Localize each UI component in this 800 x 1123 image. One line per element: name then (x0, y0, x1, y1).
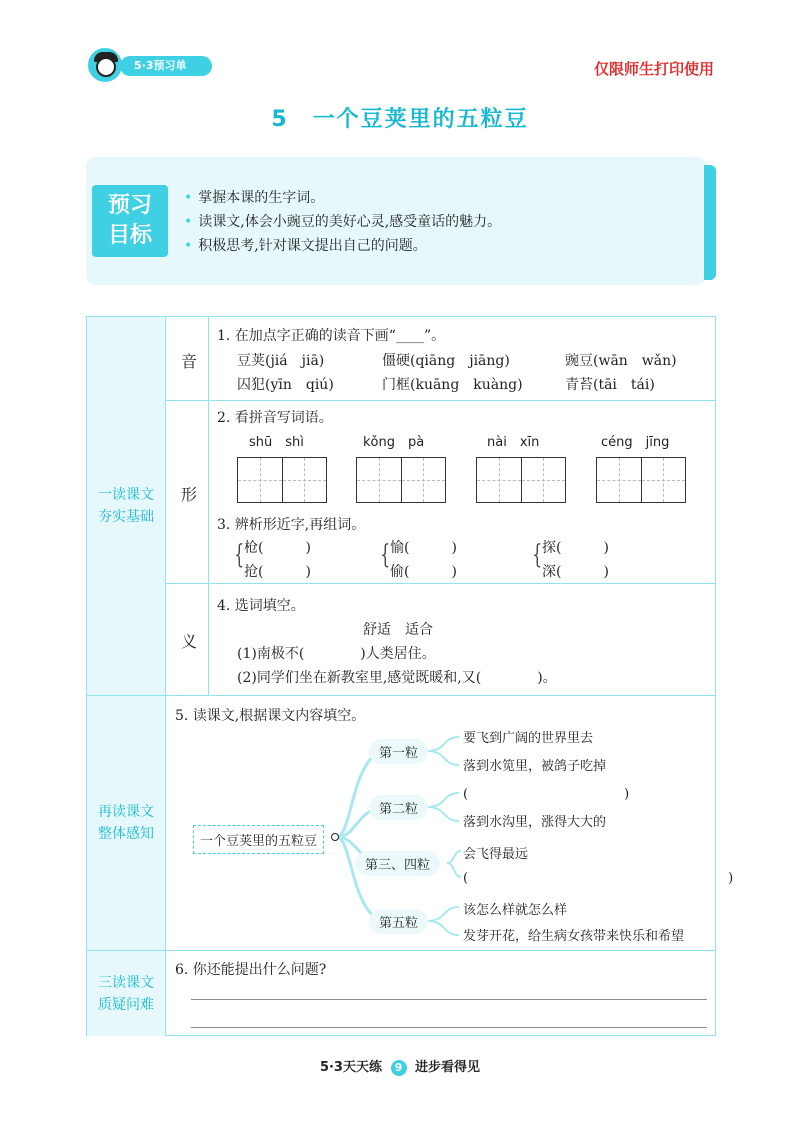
q1-item: 门框(kuāng kuàng) (382, 377, 523, 393)
q3-word: 偷( ) (390, 564, 457, 580)
brace: { (380, 540, 391, 570)
q6-prompt: 6. 你还能提出什么问题? (175, 962, 327, 978)
section-first-reading: 一读课文 夯实基础 (87, 317, 165, 695)
mindmap-leaf: 会飞得最远 (463, 847, 529, 862)
mindmap-leaf: 落到水笕里，被鸽子吃掉 (463, 759, 607, 774)
q1-item: 僵硬(qiāng jiāng) (382, 353, 510, 369)
q1-item: 豆荚(jiá jiā) (237, 353, 325, 369)
q1-item: 囚犯(yīn qiú) (237, 377, 334, 393)
q2-pinyin: kǒng pà (363, 435, 425, 450)
q1-item: 青苔(tāi tái) (565, 377, 655, 393)
brace: { (532, 540, 543, 570)
series-label: 5·3预习单 (120, 56, 212, 76)
footer-left: 5·3天天练 (319, 1060, 382, 1075)
mindmap-leaf: 要飞到广阔的世界里去 (463, 731, 594, 746)
footer (0, 1056, 800, 1076)
answer-line[interactable] (191, 999, 707, 1000)
q3-prompt: 3. 辨析形近字,再组词。 (217, 517, 366, 533)
worksheet-table (86, 316, 734, 1036)
q3-word: 探( ) (542, 540, 609, 556)
print-note: 仅限师生打印使用 (593, 60, 714, 78)
goal-item: • 积极思考,针对课文提出自己的问题。 (184, 234, 501, 258)
mindmap-node: 第五粒 (369, 909, 428, 934)
goal-item: • 掌握本课的生字词。 (184, 186, 501, 210)
brace: { (234, 540, 245, 570)
q4-sentence: (1)南极不( )人类居住。 (237, 646, 436, 662)
writing-grid[interactable] (237, 457, 327, 503)
writing-grid[interactable] (596, 457, 686, 503)
q4-options: 舒适 适合 (363, 622, 433, 638)
mascot-avatar (86, 46, 124, 84)
q5-prompt: 5. 读课文,根据课文内容填空。 (175, 708, 366, 724)
q3-word: 愉( ) (390, 540, 457, 556)
q2-pinyin: shū shì (249, 435, 304, 450)
mindmap-leaf[interactable]: ( ) (463, 787, 630, 802)
goal-box-edge (704, 165, 716, 280)
mindmap-leaf[interactable]: ( ) (463, 871, 734, 886)
writing-grid[interactable] (476, 457, 566, 503)
q2-pinyin: céng jīng (601, 435, 670, 450)
mindmap-root-dot (331, 833, 339, 841)
lesson-title: 5 一个豆荚里的五粒豆 (271, 107, 529, 132)
section-second-reading: 再读课文 整体感知 (87, 696, 165, 950)
q4-prompt: 4. 选词填空。 (217, 598, 305, 614)
writing-grid[interactable] (356, 457, 446, 503)
section-third-reading: 三读课文 质疑问难 (87, 951, 165, 1036)
category-shape: 形 (180, 485, 197, 504)
category-meaning: 义 (180, 632, 197, 651)
q3-word: 深( ) (542, 564, 609, 580)
page-number: 9 (391, 1060, 407, 1076)
goal-list (184, 186, 501, 258)
category-sound: 音 (180, 352, 197, 371)
goal-item: • 读课文,体会小豌豆的美好心灵,感受童话的魅力。 (184, 210, 501, 234)
footer-right: 进步看得见 (415, 1060, 481, 1075)
mindmap-root: 一个豆荚里的五粒豆 (193, 825, 324, 854)
q1-item: 豌豆(wān wǎn) (565, 353, 677, 369)
mindmap-node: 第二粒 (369, 795, 428, 820)
goal-badge-line2: 目标 (107, 223, 152, 248)
q3-word: 枪( ) (244, 540, 311, 556)
q3-word: 抢( ) (244, 564, 311, 580)
goal-badge-line1: 预习 (107, 193, 152, 218)
q4-sentence: (2)同学们坐在新教室里,感觉既暖和,又( )。 (237, 670, 557, 686)
q1-prompt: 1. 在加点字正确的读音下画“____”。 (217, 328, 446, 344)
q2-pinyin: nài xīn (487, 435, 540, 450)
mindmap-node: 第三、四粒 (355, 851, 440, 876)
mindmap-leaf: 该怎么样就怎么样 (463, 903, 568, 918)
goal-badge (92, 185, 168, 257)
mindmap-leaf: 落到水沟里，涨得大大的 (463, 815, 607, 830)
mindmap-node: 第一粒 (369, 739, 428, 764)
answer-line[interactable] (191, 1027, 707, 1028)
q2-prompt: 2. 看拼音写词语。 (217, 410, 333, 426)
mindmap-leaf: 发芽开花，给生病女孩带来快乐和希望 (463, 929, 685, 944)
